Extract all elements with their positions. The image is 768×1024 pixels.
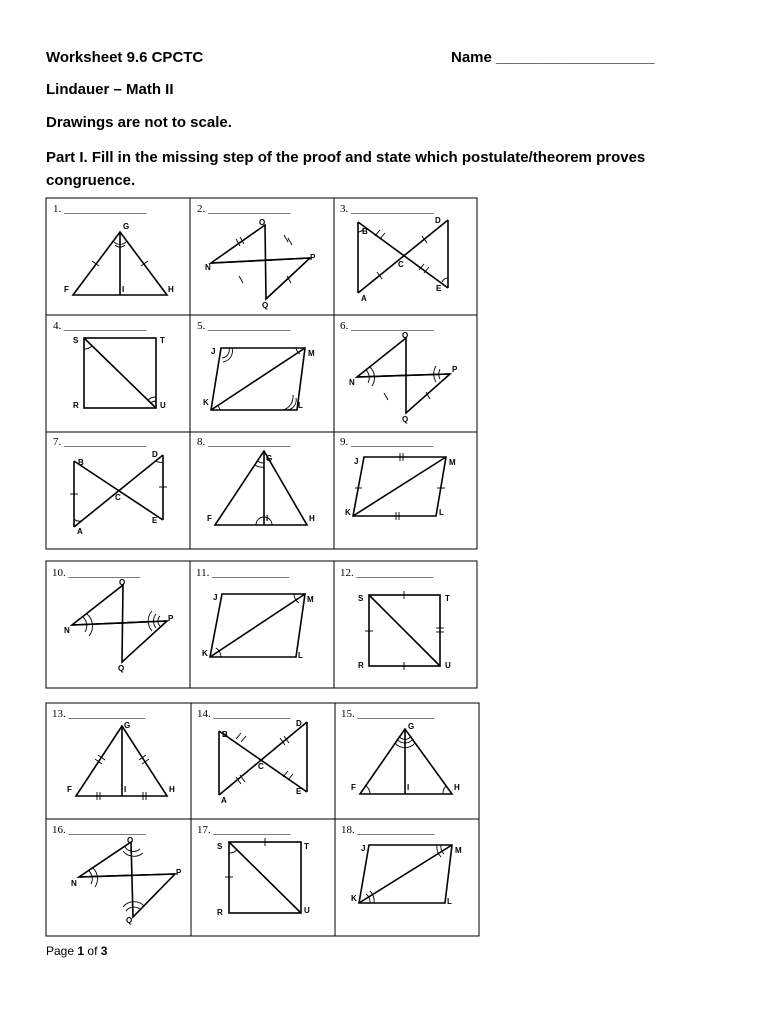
problem-14-figure	[219, 722, 307, 795]
problem-3-vertex: E	[436, 284, 442, 293]
problem-8-vertex: F	[207, 514, 212, 523]
problem-13-vertex: F	[67, 785, 72, 794]
problem-13-label: 13. ______________	[52, 708, 146, 720]
problem-17-vertex: U	[304, 906, 310, 915]
scale-note: Drawings are not to scale.	[46, 114, 232, 131]
problem-9-vertex: K	[345, 508, 351, 517]
problem-2-vertex: N	[205, 263, 211, 272]
problem-18-vertex: K	[351, 894, 357, 903]
problem-8-vertex: H	[309, 514, 315, 523]
problem-3-figure	[358, 220, 448, 293]
problem-2-vertex: O	[259, 218, 266, 227]
problem-7-vertex: E	[152, 516, 158, 525]
problem-11-vertex: L	[298, 651, 303, 660]
problem-5-vertex: K	[203, 398, 209, 407]
problem-9-vertex: L	[439, 508, 444, 517]
problem-8-vertex: I	[266, 514, 269, 523]
problem-14-vertex: E	[296, 787, 302, 796]
problem-10-vertex: O	[119, 578, 126, 587]
problem-15-vertex: G	[408, 722, 415, 731]
problem-17-vertex: S	[217, 842, 223, 851]
problem-10-vertex: P	[168, 614, 174, 623]
problem-1-label: 1. _______________	[53, 203, 147, 215]
page-number: 1	[77, 944, 85, 958]
problem-1-figure	[73, 232, 167, 295]
problem-14-label: 14. ______________	[197, 708, 291, 720]
problem-18-vertex: L	[447, 897, 452, 906]
problem-18-label: 18. ______________	[341, 824, 435, 836]
problem-6-vertex: N	[349, 378, 355, 387]
problem-9-vertex: J	[354, 457, 359, 466]
problem-11-vertex: J	[213, 593, 218, 602]
problem-7-vertex: A	[77, 527, 83, 536]
problem-14-vertex: C	[258, 762, 264, 771]
problem-3-label: 3. _______________	[340, 203, 434, 215]
problem-3-vertex: B	[362, 227, 368, 236]
problem-11-figure	[210, 594, 305, 657]
problem-4-vertex: S	[73, 336, 79, 345]
problem-16-vertex: N	[71, 879, 77, 888]
problem-9-figure	[353, 453, 446, 520]
problem-9-label: 9. _______________	[340, 436, 434, 448]
problem-2-label: 2. _______________	[197, 203, 291, 215]
problem-15-vertex: H	[454, 783, 460, 792]
problem-16-vertex: P	[176, 868, 182, 877]
problem-3-vertex: A	[361, 294, 367, 303]
page-word: Page	[46, 944, 75, 958]
problem-6-label: 6. _______________	[340, 320, 434, 332]
problem-8-label: 8. _______________	[197, 436, 291, 448]
problem-1-vertex: G	[123, 222, 130, 231]
problem-15-vertex: F	[351, 783, 356, 792]
problem-1-vertex: F	[64, 285, 69, 294]
problem-16-vertex: O	[127, 836, 134, 845]
problem-8-figure	[215, 451, 307, 525]
part-1-instructions: Part I. Fill in the missing step of the proof and state which postulate/theorem proves congruence.	[46, 149, 646, 189]
problem-13-vertex: I	[124, 785, 127, 794]
problem-6-vertex: Q	[402, 415, 409, 424]
problem-6-figure	[357, 338, 450, 413]
problem-12-vertex: T	[445, 594, 450, 603]
problem-13-vertex: H	[169, 785, 175, 794]
problem-16-label: 16. ______________	[52, 824, 146, 836]
problem-15-vertex: I	[407, 783, 410, 792]
problem-4-vertex: R	[73, 401, 79, 410]
page-total: 3	[100, 944, 108, 958]
problem-4-label: 4. _______________	[53, 320, 147, 332]
problem-7-vertex: C	[115, 493, 121, 502]
problem-13-figure	[76, 726, 167, 800]
problem-15-figure	[360, 729, 452, 794]
problem-17-vertex: R	[217, 908, 223, 917]
problem-1-vertex: I	[122, 285, 125, 294]
problem-5-vertex: J	[211, 347, 216, 356]
name-field-label: Name ___________________	[451, 49, 655, 66]
problem-16-vertex: Q	[126, 916, 133, 925]
problem-17-vertex: T	[304, 842, 309, 851]
problem-4-vertex: U	[160, 401, 166, 410]
problem-10-vertex: Q	[118, 664, 125, 673]
problem-5-vertex: L	[298, 401, 303, 410]
problem-5-label: 5. _______________	[197, 320, 291, 332]
problem-15-label: 15. ______________	[341, 708, 435, 720]
problem-12-figure	[365, 591, 444, 670]
problem-13-vertex: G	[124, 721, 131, 730]
problem-12-vertex: R	[358, 661, 364, 670]
problem-18-vertex: M	[455, 846, 462, 855]
problem-17-label: 17. ______________	[197, 824, 291, 836]
problem-3-vertex: D	[435, 216, 441, 225]
problem-2-vertex: Q	[262, 301, 269, 310]
problem-14-vertex: A	[221, 796, 227, 805]
of-word: of	[87, 944, 98, 958]
problem-17-figure	[225, 838, 301, 913]
problem-10-vertex: N	[64, 626, 70, 635]
problem-12-vertex: S	[358, 594, 364, 603]
problem-6-vertex: P	[452, 365, 458, 374]
problem-9-vertex: M	[449, 458, 456, 467]
problem-11-label: 11. ______________	[196, 567, 290, 579]
problem-5-figure	[211, 348, 305, 410]
problem-4-figure	[84, 338, 156, 408]
problem-14-vertex: B	[222, 730, 228, 739]
problem-7-label: 7. _______________	[53, 436, 147, 448]
problem-12-vertex: U	[445, 661, 451, 670]
worksheet-title: Worksheet 9.6 CPCTC	[46, 49, 204, 66]
problem-4-vertex: T	[160, 336, 165, 345]
problem-18-figure	[359, 845, 452, 903]
problem-11-vertex: M	[307, 595, 314, 604]
problem-2-vertex: P	[310, 253, 316, 262]
problem-8-vertex: G	[266, 454, 273, 463]
problem-14-vertex: D	[296, 719, 302, 728]
problem-3-vertex: C	[398, 260, 404, 269]
problem-5-vertex: M	[308, 349, 315, 358]
problem-11-vertex: K	[202, 649, 208, 658]
problem-16-figure	[79, 842, 175, 917]
problem-2-figure	[211, 225, 310, 299]
problem-18-vertex: J	[361, 844, 366, 853]
problem-7-vertex: D	[152, 450, 158, 459]
problem-10-label: 10. _____________	[52, 567, 140, 579]
problem-1-vertex: H	[168, 285, 174, 294]
problem-12-label: 12. ______________	[340, 567, 434, 579]
problem-7-vertex: B	[78, 458, 84, 467]
course-label: Lindauer – Math II	[46, 81, 174, 98]
page-footer	[46, 944, 107, 958]
problem-10-figure	[72, 585, 167, 662]
problem-6-vertex: O	[402, 331, 409, 340]
